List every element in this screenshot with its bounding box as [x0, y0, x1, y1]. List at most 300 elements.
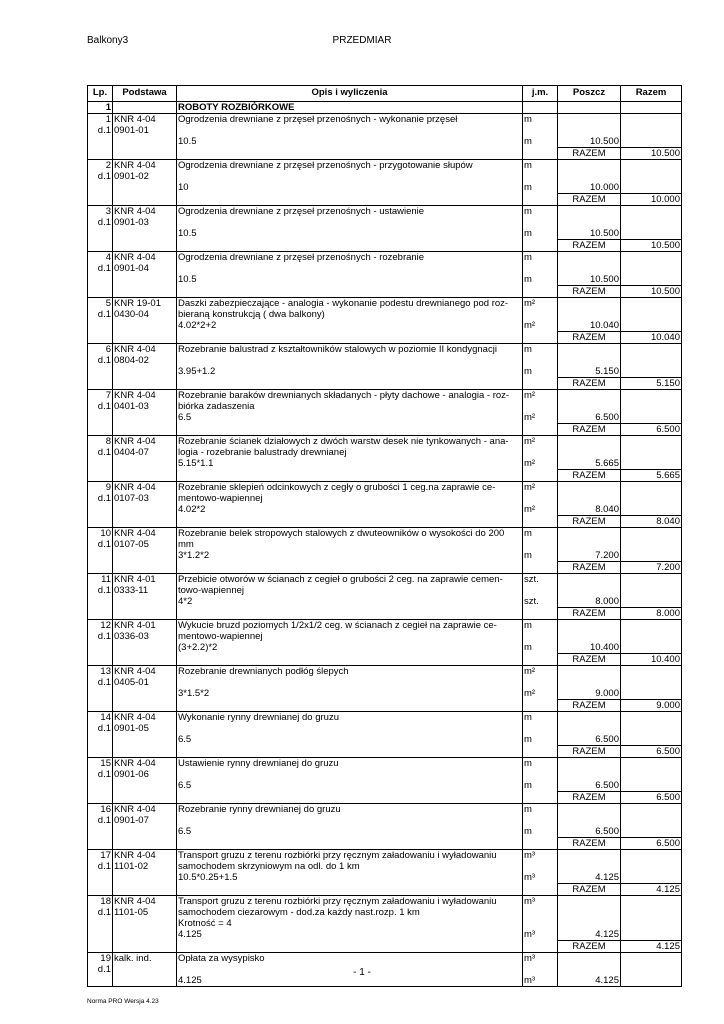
item-poszcz-empty — [558, 804, 621, 827]
calc-expression: 6.5 — [177, 734, 523, 746]
basis-line: 0107-03 — [114, 493, 149, 504]
razem-basis — [113, 470, 177, 482]
item-razem-empty — [621, 298, 682, 321]
item-poszcz-empty — [558, 206, 621, 229]
calc-lp — [88, 826, 113, 838]
description-line — [178, 769, 521, 780]
calc-lp — [88, 320, 113, 332]
item-dept: d.1 — [97, 217, 111, 228]
item-number — [88, 666, 113, 689]
item-unit: m — [523, 804, 558, 827]
calc-poszcz: 7.200 — [558, 550, 621, 562]
calc-expression: 10.5*0.25+1.5 — [177, 872, 523, 884]
razem-basis — [113, 194, 177, 206]
razem-lp — [88, 700, 113, 712]
razem-label: RAZEM — [558, 286, 621, 298]
basis-line: KNR 4-04 — [114, 390, 156, 401]
item-num: 17 — [100, 850, 111, 861]
col-razem: Razem — [621, 86, 682, 102]
razem-basis — [113, 286, 177, 298]
calc-unit: m — [523, 826, 558, 838]
item-row — [88, 390, 682, 413]
calc-expression: 4.02*2 — [177, 504, 523, 516]
description-line: Rozebranie sklepień odcinkowych z cegły o grubości 1 ceg.na zaprawie ce- — [178, 482, 496, 493]
calc-row — [88, 228, 682, 240]
razem-unit — [523, 608, 558, 620]
item-razem-empty — [621, 344, 682, 367]
description-line: mentowo-wapiennej — [178, 631, 263, 642]
item-poszcz-empty — [558, 160, 621, 183]
razem-unit — [523, 746, 558, 758]
calc-row — [88, 182, 682, 194]
item-basis — [113, 574, 177, 597]
description-line: mentowo-wapiennej — [178, 493, 263, 504]
item-description — [177, 712, 523, 735]
item-dept: d.1 — [97, 585, 111, 596]
basis-line: KNR 4-04 — [114, 482, 156, 493]
calc-lp — [88, 734, 113, 746]
razem-row — [88, 700, 682, 712]
razem-lp — [88, 608, 113, 620]
item-num: 2 — [105, 160, 111, 171]
razem-unit — [523, 838, 558, 850]
calc-expression: 4.125 — [177, 929, 523, 941]
calc-expression: 6.5 — [177, 412, 523, 424]
calc-basis — [113, 780, 177, 792]
item-dept: d.1 — [97, 263, 111, 274]
razem-basis — [113, 424, 177, 436]
description-line — [178, 355, 521, 366]
razem-desc — [177, 700, 523, 712]
section-row — [88, 102, 682, 114]
razem-desc — [177, 240, 523, 252]
przedmiar-table — [87, 85, 682, 987]
item-razem-empty — [621, 160, 682, 183]
razem-value: 4.125 — [621, 884, 682, 896]
razem-value: 9.000 — [621, 700, 682, 712]
item-unit: m³ — [523, 850, 558, 873]
razem-label: RAZEM — [558, 884, 621, 896]
description-line: Rozebranie ścianek działowych z dwóch warstw desek nie tynkowanych - ana- — [178, 436, 509, 447]
description-line: Wykucie bruzd poziomych 1/2x1/2 ceg. w ścianach z cegieł na zaprawie ce- — [178, 620, 497, 631]
razem-label: RAZEM — [558, 746, 621, 758]
item-dept: d.1 — [97, 769, 111, 780]
description-line: Ogrodzenia drewniane z przęseł przenośnych - przygotowanie słupów — [178, 160, 473, 171]
razem-label: RAZEM — [558, 240, 621, 252]
description-line: towo-wapiennej — [178, 585, 245, 596]
item-razem-empty — [621, 850, 682, 873]
item-num: 3 — [105, 206, 111, 217]
basis-line: kalk. ind. — [114, 953, 152, 964]
razem-desc — [177, 608, 523, 620]
razem-basis — [113, 562, 177, 574]
basis-line: KNR 4-04 — [114, 344, 156, 355]
calc-poszcz: 6.500 — [558, 826, 621, 838]
calc-lp — [88, 642, 113, 654]
description-line: Ustawienie rynny drewnianej do gruzu — [178, 758, 339, 769]
razem-label: RAZEM — [558, 941, 621, 953]
item-dept: d.1 — [97, 723, 111, 734]
calc-lp — [88, 274, 113, 286]
calc-unit: m — [523, 734, 558, 746]
basis-line: 0401-03 — [114, 401, 149, 412]
calc-row — [88, 504, 682, 516]
item-number — [88, 528, 113, 551]
basis-line: KNR 4-04 — [114, 114, 156, 125]
basis-line: 0901-05 — [114, 723, 149, 734]
calc-basis — [113, 929, 177, 941]
razem-row — [88, 378, 682, 390]
calc-expression: 10.5 — [177, 274, 523, 286]
item-razem-empty — [621, 436, 682, 459]
description-line — [178, 263, 521, 274]
item-row — [88, 482, 682, 505]
item-number — [88, 252, 113, 275]
razem-basis — [113, 654, 177, 666]
item-num: 5 — [105, 298, 111, 309]
calc-poszcz: 10.040 — [558, 320, 621, 332]
razem-lp — [88, 240, 113, 252]
item-poszcz-empty — [558, 896, 621, 930]
item-razem-empty — [621, 620, 682, 643]
calc-lp — [88, 596, 113, 608]
calc-razem — [621, 228, 682, 240]
item-unit: m³ — [523, 896, 558, 930]
calc-unit: m — [523, 780, 558, 792]
calc-razem — [621, 929, 682, 941]
item-razem-empty — [621, 482, 682, 505]
description-line: Ogrodzenia drewniane z przęseł przenośnych - rozebranie — [178, 252, 425, 263]
razem-row — [88, 332, 682, 344]
calc-expression: 3*1.2*2 — [177, 550, 523, 562]
item-poszcz-empty — [558, 666, 621, 689]
razem-row — [88, 424, 682, 436]
item-dept: d.1 — [97, 401, 111, 412]
item-row — [88, 528, 682, 551]
razem-row — [88, 562, 682, 574]
item-unit: m — [523, 206, 558, 229]
calc-razem — [621, 596, 682, 608]
razem-lp — [88, 746, 113, 758]
calc-poszcz: 8.040 — [558, 504, 621, 516]
razem-value: 10.500 — [621, 148, 682, 160]
razem-value: 10.040 — [621, 332, 682, 344]
razem-basis — [113, 240, 177, 252]
item-row — [88, 252, 682, 275]
razem-basis — [113, 838, 177, 850]
item-basis — [113, 390, 177, 413]
item-number — [88, 620, 113, 643]
item-description — [177, 298, 523, 321]
calc-poszcz: 10.000 — [558, 182, 621, 194]
razem-unit — [523, 424, 558, 436]
item-basis — [113, 252, 177, 275]
razem-desc — [177, 838, 523, 850]
razem-lp — [88, 654, 113, 666]
basis-line: 0901-03 — [114, 217, 149, 228]
razem-label: RAZEM — [558, 332, 621, 344]
calc-lp — [88, 228, 113, 240]
col-poszcz: Poszcz — [558, 86, 621, 102]
item-dept: d.1 — [97, 861, 111, 872]
calc-razem — [621, 642, 682, 654]
item-dept: d.1 — [97, 355, 111, 366]
item-unit: szt. — [523, 574, 558, 597]
razem-desc — [177, 941, 523, 953]
item-dept: d.1 — [97, 125, 111, 136]
calc-unit: m² — [523, 458, 558, 470]
item-dept: d.1 — [97, 447, 111, 458]
calc-row — [88, 320, 682, 332]
calc-unit: m — [523, 274, 558, 286]
section-title: ROBOTY ROZBIÓRKOWE — [177, 102, 523, 114]
calc-poszcz: 4.125 — [558, 929, 621, 941]
calc-poszcz: 5.150 — [558, 366, 621, 378]
description-line: Przebicie otworów w ścianach z cegieł o grubości 2 ceg. na zaprawie cemen- — [178, 574, 503, 585]
calc-razem — [621, 826, 682, 838]
page-number: - 1 - — [353, 967, 371, 978]
razem-row — [88, 838, 682, 850]
description-line: Transport gruzu z terenu rozbiórki przy ręcznym załadowaniu i wyładowaniu — [178, 850, 497, 861]
calc-unit: szt. — [523, 596, 558, 608]
description-line: mm — [178, 539, 194, 550]
calc-poszcz: 4.125 — [558, 872, 621, 884]
razem-desc — [177, 470, 523, 482]
razem-desc — [177, 332, 523, 344]
item-num: 11 — [101, 574, 111, 585]
item-description — [177, 482, 523, 505]
item-unit: m² — [523, 482, 558, 505]
item-unit: m — [523, 758, 558, 781]
item-basis — [113, 436, 177, 459]
calc-razem — [621, 366, 682, 378]
calc-lp — [88, 688, 113, 700]
razem-row — [88, 470, 682, 482]
razem-value: 6.500 — [621, 838, 682, 850]
item-unit: m — [523, 620, 558, 643]
calc-basis — [113, 550, 177, 562]
item-basis — [113, 528, 177, 551]
item-number — [88, 114, 113, 137]
calc-poszcz: 6.500 — [558, 780, 621, 792]
item-number — [88, 436, 113, 459]
razem-lp — [88, 792, 113, 804]
item-basis — [113, 850, 177, 873]
razem-label: RAZEM — [558, 608, 621, 620]
calc-razem — [621, 780, 682, 792]
razem-lp — [88, 424, 113, 436]
item-poszcz-empty — [558, 482, 621, 505]
calc-basis — [113, 136, 177, 148]
razem-unit — [523, 240, 558, 252]
description-line: samochodem ciezarowym - dod.za każdy nast.rozp. 1 km — [178, 907, 420, 918]
razem-desc — [177, 562, 523, 574]
item-number — [88, 712, 113, 735]
razem-desc — [177, 286, 523, 298]
basis-line: 0901-04 — [114, 263, 149, 274]
calc-expression: 5.15*1.1 — [177, 458, 523, 470]
calc-lp — [88, 136, 113, 148]
calc-razem — [621, 688, 682, 700]
section-number: 1 — [88, 102, 113, 114]
calc-poszcz: 6.500 — [558, 734, 621, 746]
basis-line: 1101-02 — [114, 861, 149, 872]
item-row — [88, 712, 682, 735]
item-num: 15 — [100, 758, 111, 769]
razem-value: 10.500 — [621, 240, 682, 252]
description-line: Ogrodzenia drewniane z przęseł przenośnych - wykonanie przęseł — [178, 114, 458, 125]
software-version: Norma PRO Wersja 4.23 — [87, 998, 159, 1005]
calc-basis — [113, 596, 177, 608]
description-line: Rozebranie drewnianych podłóg ślepych — [178, 666, 349, 677]
item-poszcz-empty — [558, 298, 621, 321]
calc-razem — [621, 504, 682, 516]
basis-line: KNR 4-04 — [114, 804, 156, 815]
item-basis — [113, 666, 177, 689]
item-dept: d.1 — [97, 539, 111, 550]
calc-razem — [621, 136, 682, 148]
razem-unit — [523, 700, 558, 712]
basis-line: KNR 4-04 — [114, 758, 156, 769]
item-description — [177, 620, 523, 643]
item-description — [177, 758, 523, 781]
calc-basis — [113, 642, 177, 654]
item-poszcz-empty — [558, 436, 621, 459]
item-razem-empty — [621, 666, 682, 689]
razem-unit — [523, 286, 558, 298]
item-poszcz-empty — [558, 850, 621, 873]
item-razem-empty — [621, 758, 682, 781]
item-num: 9 — [105, 482, 111, 493]
calc-unit: m² — [523, 688, 558, 700]
item-unit: m² — [523, 436, 558, 459]
calc-unit: m² — [523, 504, 558, 516]
item-row — [88, 758, 682, 781]
item-unit: m — [523, 712, 558, 735]
razem-basis — [113, 884, 177, 896]
calc-row — [88, 642, 682, 654]
calc-basis — [113, 182, 177, 194]
item-num: 16 — [100, 804, 111, 815]
razem-desc — [177, 746, 523, 758]
item-poszcz-empty — [558, 620, 621, 643]
item-row — [88, 298, 682, 321]
razem-value: 5.665 — [621, 470, 682, 482]
calc-row — [88, 826, 682, 838]
item-description — [177, 574, 523, 597]
item-razem-empty — [621, 574, 682, 597]
item-row — [88, 206, 682, 229]
description-line: biórka zadaszenia — [178, 401, 255, 412]
item-basis — [113, 620, 177, 643]
basis-line: KNR 4-04 — [114, 436, 156, 447]
col-lp: Lp. — [88, 86, 113, 102]
calc-basis — [113, 504, 177, 516]
basis-line: 0404-07 — [114, 447, 149, 458]
calc-basis — [113, 228, 177, 240]
item-basis — [113, 804, 177, 827]
item-description — [177, 160, 523, 183]
item-row — [88, 114, 682, 137]
item-basis — [113, 896, 177, 930]
calc-lp — [88, 872, 113, 884]
calc-poszcz: 4.125 — [558, 975, 621, 987]
calc-basis — [113, 274, 177, 286]
calc-row — [88, 274, 682, 286]
description-line: Opłata za wysypisko — [178, 953, 265, 964]
razem-lp — [88, 148, 113, 160]
basis-line: 0430-04 — [114, 309, 149, 320]
calc-basis — [113, 826, 177, 838]
item-description — [177, 114, 523, 137]
item-dept: d.1 — [97, 964, 111, 975]
calc-lp — [88, 412, 113, 424]
description-line — [178, 815, 521, 826]
item-razem-empty — [621, 896, 682, 930]
razem-row — [88, 746, 682, 758]
item-num: 1 — [105, 114, 111, 125]
basis-line: KNR 4-04 — [114, 712, 156, 723]
razem-row — [88, 884, 682, 896]
item-number — [88, 344, 113, 367]
calc-unit: m³ — [523, 872, 558, 884]
basis-line: 0107-05 — [114, 539, 149, 550]
description-line: samochodem skrzyniowym na odl. do 1 km — [178, 861, 360, 872]
item-description — [177, 206, 523, 229]
description-line: logia - rozebranie balustrady drewnianej — [178, 447, 347, 458]
description-line — [178, 677, 521, 688]
item-description — [177, 896, 523, 930]
calc-poszcz: 10.500 — [558, 136, 621, 148]
item-razem-empty — [621, 804, 682, 827]
calc-unit: m — [523, 228, 558, 240]
item-row — [88, 344, 682, 367]
calc-razem — [621, 872, 682, 884]
calc-lp — [88, 550, 113, 562]
item-razem-empty — [621, 528, 682, 551]
razem-label: RAZEM — [558, 516, 621, 528]
calc-razem — [621, 412, 682, 424]
razem-unit — [523, 332, 558, 344]
razem-unit — [523, 941, 558, 953]
basis-line: KNR 4-04 — [114, 850, 156, 861]
razem-row — [88, 792, 682, 804]
basis-line: 0333-11 — [114, 585, 149, 596]
description-line: Rozebranie baraków drewnianych składanych - płyty dachowe - analogia - roz- — [178, 390, 510, 401]
item-description — [177, 436, 523, 459]
calc-poszcz: 6.500 — [558, 412, 621, 424]
item-razem-empty — [621, 390, 682, 413]
calc-lp — [88, 366, 113, 378]
razem-basis — [113, 792, 177, 804]
razem-lp — [88, 516, 113, 528]
razem-row — [88, 194, 682, 206]
basis-line: 1101-05 — [114, 907, 149, 918]
calc-expression: 4.02*2+2 — [177, 320, 523, 332]
calc-lp — [88, 929, 113, 941]
item-number — [88, 482, 113, 505]
razem-basis — [113, 941, 177, 953]
calc-razem — [621, 550, 682, 562]
razem-unit — [523, 470, 558, 482]
item-num: 14 — [100, 712, 111, 723]
calc-unit: m³ — [523, 975, 558, 987]
razem-lp — [88, 332, 113, 344]
item-poszcz-empty — [558, 344, 621, 367]
item-description — [177, 528, 523, 551]
item-row — [88, 574, 682, 597]
item-poszcz-empty — [558, 528, 621, 551]
